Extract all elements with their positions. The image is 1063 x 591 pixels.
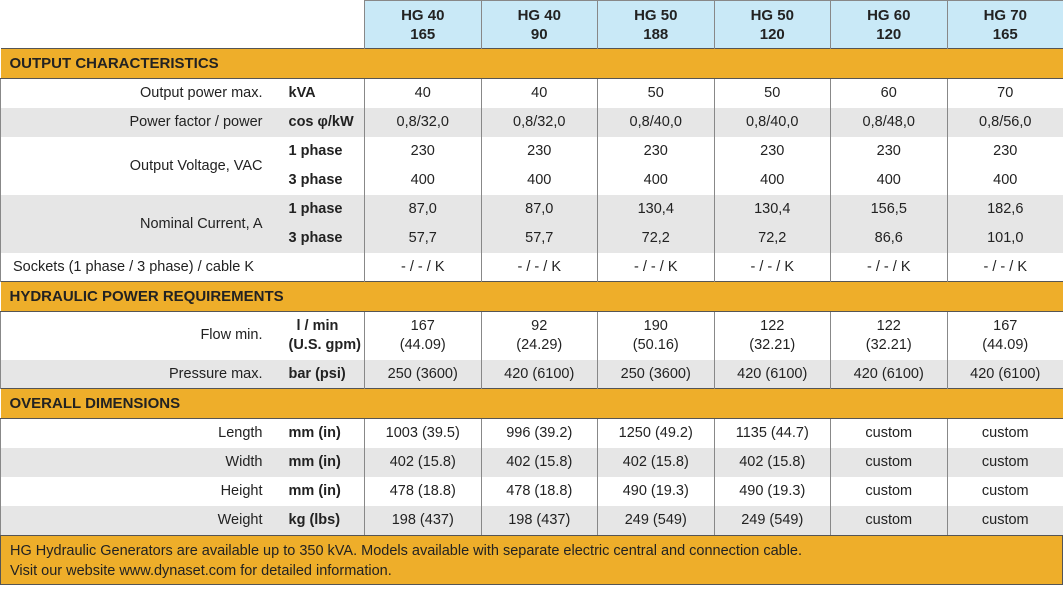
row-label: Sockets (1 phase / 3 phase) / cable K [1,253,365,282]
cell-value: 490 (19.3) [598,477,715,506]
cell-value: 420 (6100) [714,360,831,389]
cell-value: - / - / K [598,253,715,282]
cell-value: 250 (3600) [598,360,715,389]
cell-value: 400 [481,166,598,195]
footer-note [0,535,1063,585]
cell-value: 156,5 [831,195,948,224]
model-header-row [1,1,1063,49]
section-dimensions [1,389,1063,419]
cell-value: 0,8/56,0 [947,108,1063,137]
row-label: Height [1,477,268,506]
section-title: OVERALL DIMENSIONS [1,389,1063,419]
cell-value: 420 (6100) [831,360,948,389]
model-header: HG 40 90 [481,1,598,49]
cell-value: 400 [714,166,831,195]
cell-value: custom [831,448,948,477]
cell-value: custom [947,477,1063,506]
row-unit: 3 phase [268,166,365,195]
section-title: OUTPUT CHARACTERISTICS [1,49,1063,79]
cell-value: 0,8/48,0 [831,108,948,137]
cell-value: - / - / K [481,253,598,282]
model-header: HG 60 120 [831,1,948,49]
row-unit: 1 phase [268,195,365,224]
row-unit: kVA [268,79,365,108]
model-header: HG 50 188 [598,1,715,49]
row-weight [1,506,1063,535]
row-unit: mm (in) [268,419,365,448]
cell-value: 420 (6100) [947,360,1063,389]
footer-line: Visit our website www.dynaset.com for detailed information. [10,562,392,579]
row-length [1,419,1063,448]
row-unit: mm (in) [268,448,365,477]
cell-value: custom [831,506,948,535]
row-label: Flow min. [1,312,268,360]
row-label: Width [1,448,268,477]
cell-value: 40 [365,79,482,108]
row-unit: bar (psi) [268,360,365,389]
row-unit: 1 phase [268,137,365,166]
cell-value: 70 [947,79,1063,108]
cell-value: 130,4 [598,195,715,224]
cell-value: 57,7 [481,224,598,253]
cell-value: 1003 (39.5) [365,419,482,448]
cell-value: 996 (39.2) [481,419,598,448]
model-header: HG 50 120 [714,1,831,49]
cell-value: 478 (18.8) [481,477,598,506]
cell-value: 167 (44.09) [365,312,482,360]
cell-value: 130,4 [714,195,831,224]
row-voltage-1phase [1,137,1063,166]
cell-value: 249 (549) [714,506,831,535]
cell-value: 0,8/32,0 [365,108,482,137]
row-label: Weight [1,506,268,535]
cell-value: 402 (15.8) [481,448,598,477]
cell-value: 230 [598,137,715,166]
cell-value: 249 (549) [598,506,715,535]
cell-value: 198 (437) [481,506,598,535]
cell-value: 1250 (49.2) [598,419,715,448]
cell-value: 101,0 [947,224,1063,253]
row-unit: kg (lbs) [268,506,365,535]
cell-value: 250 (3600) [365,360,482,389]
cell-value: 230 [365,137,482,166]
cell-value: 1135 (44.7) [714,419,831,448]
row-unit: cos φ/kW [268,108,365,137]
cell-value: 402 (15.8) [365,448,482,477]
cell-value: 402 (15.8) [598,448,715,477]
row-label: Power factor / power [1,108,268,137]
row-width [1,448,1063,477]
unit-primary: l / min [296,317,339,334]
cell-value: - / - / K [831,253,948,282]
cell-value: 0,8/32,0 [481,108,598,137]
cell-value: 182,6 [947,195,1063,224]
cell-value: 122 (32.21) [714,312,831,360]
cell-value: 402 (15.8) [714,448,831,477]
cell-value: - / - / K [947,253,1063,282]
cell-value: 400 [831,166,948,195]
cell-value: 57,7 [365,224,482,253]
cell-value: 230 [714,137,831,166]
cell-value: 60 [831,79,948,108]
cell-value: 92 (24.29) [481,312,598,360]
cell-value: 122 (32.21) [831,312,948,360]
cell-value: 72,2 [714,224,831,253]
cell-value: custom [947,448,1063,477]
cell-value: 478 (18.8) [365,477,482,506]
row-label: Pressure max. [1,360,268,389]
cell-value: 420 (6100) [481,360,598,389]
cell-value: custom [831,419,948,448]
cell-value: 400 [365,166,482,195]
cell-value: 230 [831,137,948,166]
row-unit [268,312,365,360]
cell-value: 230 [481,137,598,166]
cell-value: 72,2 [598,224,715,253]
section-hydraulic [1,282,1063,312]
row-label: Output Voltage, VAC [1,137,268,195]
row-label: Output power max. [1,79,268,108]
cell-value: custom [831,477,948,506]
cell-value: 50 [714,79,831,108]
cell-value: - / - / K [365,253,482,282]
cell-value: 50 [598,79,715,108]
cell-value: 198 (437) [365,506,482,535]
cell-value: 40 [481,79,598,108]
model-header: HG 40 165 [365,1,482,49]
cell-value: 490 (19.3) [714,477,831,506]
cell-value: 86,6 [831,224,948,253]
cell-value: 0,8/40,0 [598,108,715,137]
cell-value: - / - / K [714,253,831,282]
cell-value: 400 [598,166,715,195]
row-sockets [1,253,1063,282]
unit-secondary: (U.S. gpm) [288,336,361,353]
cell-value: 167 (44.09) [947,312,1063,360]
row-current-1phase [1,195,1063,224]
row-output-power [1,79,1063,108]
header-blank [1,1,365,49]
cell-value: 87,0 [481,195,598,224]
section-output [1,49,1063,79]
row-height [1,477,1063,506]
row-power-factor [1,108,1063,137]
cell-value: 400 [947,166,1063,195]
footer-line: HG Hydraulic Generators are available up to 350 kVA. Models available with separate electric central and connection cable. [10,542,803,559]
row-label: Nominal Current, A [1,195,268,253]
row-pressure [1,360,1063,389]
cell-value: custom [947,506,1063,535]
model-header: HG 70 165 [947,1,1063,49]
cell-value: custom [947,419,1063,448]
cell-value: 87,0 [365,195,482,224]
row-unit: 3 phase [268,224,365,253]
cell-value: 190 (50.16) [598,312,715,360]
cell-value: 230 [947,137,1063,166]
row-flow [1,312,1063,360]
row-label: Length [1,419,268,448]
section-title: HYDRAULIC POWER REQUIREMENTS [1,282,1063,312]
cell-value: 0,8/40,0 [714,108,831,137]
row-unit: mm (in) [268,477,365,506]
